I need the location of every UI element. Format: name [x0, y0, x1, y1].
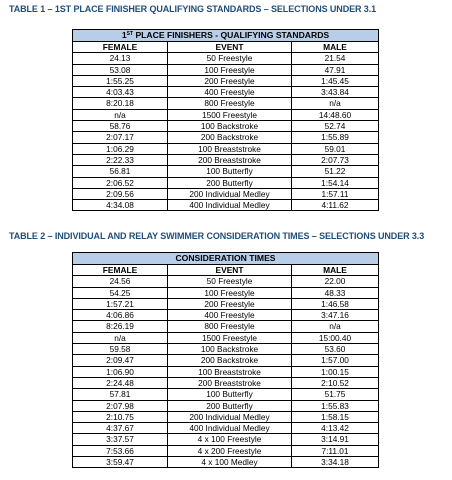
male-time-cell: 1:57.11	[292, 188, 379, 199]
male-time-cell: 51.22	[292, 166, 379, 177]
table2-header-male: MALE	[292, 265, 379, 276]
female-time-cell: 24.13	[73, 53, 168, 64]
female-time-cell: 4:34.08	[73, 200, 168, 211]
female-time-cell: 4:37.67	[73, 423, 168, 434]
event-name-cell: 1500 Freestyle	[168, 109, 292, 120]
event-name-cell: 100 Butterfly	[168, 389, 292, 400]
event-name-cell: 100 Backstroke	[168, 121, 292, 132]
table-row	[73, 332, 379, 343]
table2-header-row	[73, 265, 379, 276]
table1-banner	[73, 30, 379, 42]
male-time-cell: 4:11.62	[292, 200, 379, 211]
male-time-cell: 3:43.84	[292, 87, 379, 98]
qualifying-standards-table	[72, 29, 379, 211]
table-row	[73, 423, 379, 434]
event-name-cell: 200 Breaststroke	[168, 377, 292, 388]
male-time-cell: 21.54	[292, 53, 379, 64]
female-time-cell: 1:06.29	[73, 143, 168, 154]
male-time-cell: 3:14.91	[292, 434, 379, 445]
event-name-cell: 100 Freestyle	[168, 64, 292, 75]
table-row	[73, 434, 379, 445]
female-time-cell: 1:06.90	[73, 366, 168, 377]
male-time-cell: 48.33	[292, 287, 379, 298]
table-row	[73, 457, 379, 468]
table-row	[73, 321, 379, 332]
table-row	[73, 177, 379, 188]
table-row	[73, 143, 379, 154]
male-time-cell: 52.74	[292, 121, 379, 132]
table-row	[73, 154, 379, 165]
event-name-cell: 100 Butterfly	[168, 166, 292, 177]
male-time-cell: 14:48.60	[292, 109, 379, 120]
female-time-cell: 4:06.86	[73, 310, 168, 321]
event-name-cell: 200 Backstroke	[168, 132, 292, 143]
male-time-cell: 2:07.73	[292, 154, 379, 165]
male-time-cell: 2:10.52	[292, 377, 379, 388]
male-time-cell: 47.91	[292, 64, 379, 75]
table1-banner-row	[73, 30, 379, 42]
event-name-cell: 200 Freestyle	[168, 75, 292, 86]
event-name-cell: 200 Backstroke	[168, 355, 292, 366]
table-row	[73, 400, 379, 411]
table-row	[73, 377, 379, 388]
event-name-cell: 200 Breaststroke	[168, 154, 292, 165]
male-time-cell: 1:55.83	[292, 400, 379, 411]
event-name-cell: 400 Individual Medley	[168, 423, 292, 434]
table-row	[73, 132, 379, 143]
table1-banner-pre: 1	[121, 30, 127, 41]
event-name-cell: 4 x 200 Freestyle	[168, 445, 292, 456]
table-row	[73, 411, 379, 422]
female-time-cell: 1:55.25	[73, 75, 168, 86]
female-time-cell: 3:37.57	[73, 434, 168, 445]
male-time-cell: 1:45.45	[292, 75, 379, 86]
male-time-cell: 1:58.15	[292, 411, 379, 422]
female-time-cell: 59.58	[73, 344, 168, 355]
male-time-cell: 4:13.42	[292, 423, 379, 434]
female-time-cell: 2:10.75	[73, 411, 168, 422]
female-time-cell: 53.08	[73, 64, 168, 75]
table-row	[73, 298, 379, 309]
table-row	[73, 75, 379, 86]
table-row	[73, 344, 379, 355]
table1-header-male: MALE	[292, 42, 379, 53]
table-row	[73, 276, 379, 287]
event-name-cell: 200 Individual Medley	[168, 188, 292, 199]
female-time-cell: 24.56	[73, 276, 168, 287]
male-time-cell: 7:11.01	[292, 445, 379, 456]
event-name-cell: 200 Butterfly	[168, 177, 292, 188]
table1-header-row	[73, 42, 379, 53]
event-name-cell: 400 Individual Medley	[168, 200, 292, 211]
female-time-cell: 57.81	[73, 389, 168, 400]
male-time-cell: n/a	[292, 321, 379, 332]
male-time-cell: 1:55.89	[292, 132, 379, 143]
male-time-cell: 1:46.58	[292, 298, 379, 309]
table-row	[73, 366, 379, 377]
male-time-cell: 3:34.18	[292, 457, 379, 468]
female-time-cell: 3:59.47	[73, 457, 168, 468]
male-time-cell: 1:00.15	[292, 366, 379, 377]
table-row	[73, 166, 379, 177]
female-time-cell: 2:07.17	[73, 132, 168, 143]
table-row	[73, 98, 379, 109]
event-name-cell: 100 Backstroke	[168, 344, 292, 355]
event-name-cell: 100 Breaststroke	[168, 366, 292, 377]
event-name-cell: 800 Freestyle	[168, 321, 292, 332]
event-name-cell: 800 Freestyle	[168, 98, 292, 109]
female-time-cell: 56.81	[73, 166, 168, 177]
table1-caption: TABLE 1 – 1ST PLACE FINISHER QUALIFYING STANDARDS – SELECTIONS UNDER 3.1	[9, 4, 377, 14]
event-name-cell: 50 Freestyle	[168, 276, 292, 287]
event-name-cell: 50 Freestyle	[168, 53, 292, 64]
male-time-cell: 59.01	[292, 143, 379, 154]
female-time-cell: 2:07.98	[73, 400, 168, 411]
event-name-cell: 1500 Freestyle	[168, 332, 292, 343]
table1-header-female: FEMALE	[73, 42, 168, 53]
table2-header-female: FEMALE	[73, 265, 168, 276]
table1-header-event: EVENT	[168, 42, 292, 53]
table2-caption: TABLE 2 – INDIVIDUAL AND RELAY SWIMMER CONSIDERATION TIMES – SELECTIONS UNDER 3.3	[9, 231, 425, 241]
male-time-cell: 15:00.40	[292, 332, 379, 343]
table2-header-event: EVENT	[168, 265, 292, 276]
female-time-cell: 1:57.21	[73, 298, 168, 309]
table-row	[73, 389, 379, 400]
table-row	[73, 53, 379, 64]
female-time-cell: 7:53.66	[73, 445, 168, 456]
table-row	[73, 445, 379, 456]
event-name-cell: 400 Freestyle	[168, 310, 292, 321]
female-time-cell: n/a	[73, 109, 168, 120]
table-row	[73, 109, 379, 120]
event-name-cell: 4 x 100 Freestyle	[168, 434, 292, 445]
male-time-cell: 53.60	[292, 344, 379, 355]
table-row	[73, 355, 379, 366]
female-time-cell: n/a	[73, 332, 168, 343]
male-time-cell: 1:54.14	[292, 177, 379, 188]
event-name-cell: 4 x 100 Medley	[168, 457, 292, 468]
female-time-cell: 2:24.48	[73, 377, 168, 388]
event-name-cell: 200 Freestyle	[168, 298, 292, 309]
female-time-cell: 2:22.33	[73, 154, 168, 165]
male-time-cell: 51.75	[292, 389, 379, 400]
male-time-cell: 22.00	[292, 276, 379, 287]
female-time-cell: 58.76	[73, 121, 168, 132]
male-time-cell: 3:47.16	[292, 310, 379, 321]
table-row	[73, 121, 379, 132]
table-row	[73, 310, 379, 321]
table-row	[73, 200, 379, 211]
female-time-cell: 4:03.43	[73, 87, 168, 98]
table-row	[73, 64, 379, 75]
event-name-cell: 200 Butterfly	[168, 400, 292, 411]
female-time-cell: 2:09.47	[73, 355, 168, 366]
female-time-cell: 54.25	[73, 287, 168, 298]
event-name-cell: 100 Breaststroke	[168, 143, 292, 154]
female-time-cell: 2:06.52	[73, 177, 168, 188]
event-name-cell: 100 Freestyle	[168, 287, 292, 298]
table1-banner-sup: ST	[126, 31, 134, 38]
event-name-cell: 200 Individual Medley	[168, 411, 292, 422]
table-row	[73, 87, 379, 98]
female-time-cell: 2:09.56	[73, 188, 168, 199]
male-time-cell: n/a	[292, 98, 379, 109]
table2-banner: CONSIDERATION TIMES	[73, 253, 379, 265]
female-time-cell: 8:26.19	[73, 321, 168, 332]
table1-banner-post: PLACE FINISHERS - QUALIFYING STANDARDS	[133, 30, 330, 41]
table2-banner-row	[73, 253, 379, 265]
table-row	[73, 188, 379, 199]
female-time-cell: 8:20.18	[73, 98, 168, 109]
consideration-times-table	[72, 252, 379, 468]
male-time-cell: 1:57.00	[292, 355, 379, 366]
event-name-cell: 400 Freestyle	[168, 87, 292, 98]
table-row	[73, 287, 379, 298]
